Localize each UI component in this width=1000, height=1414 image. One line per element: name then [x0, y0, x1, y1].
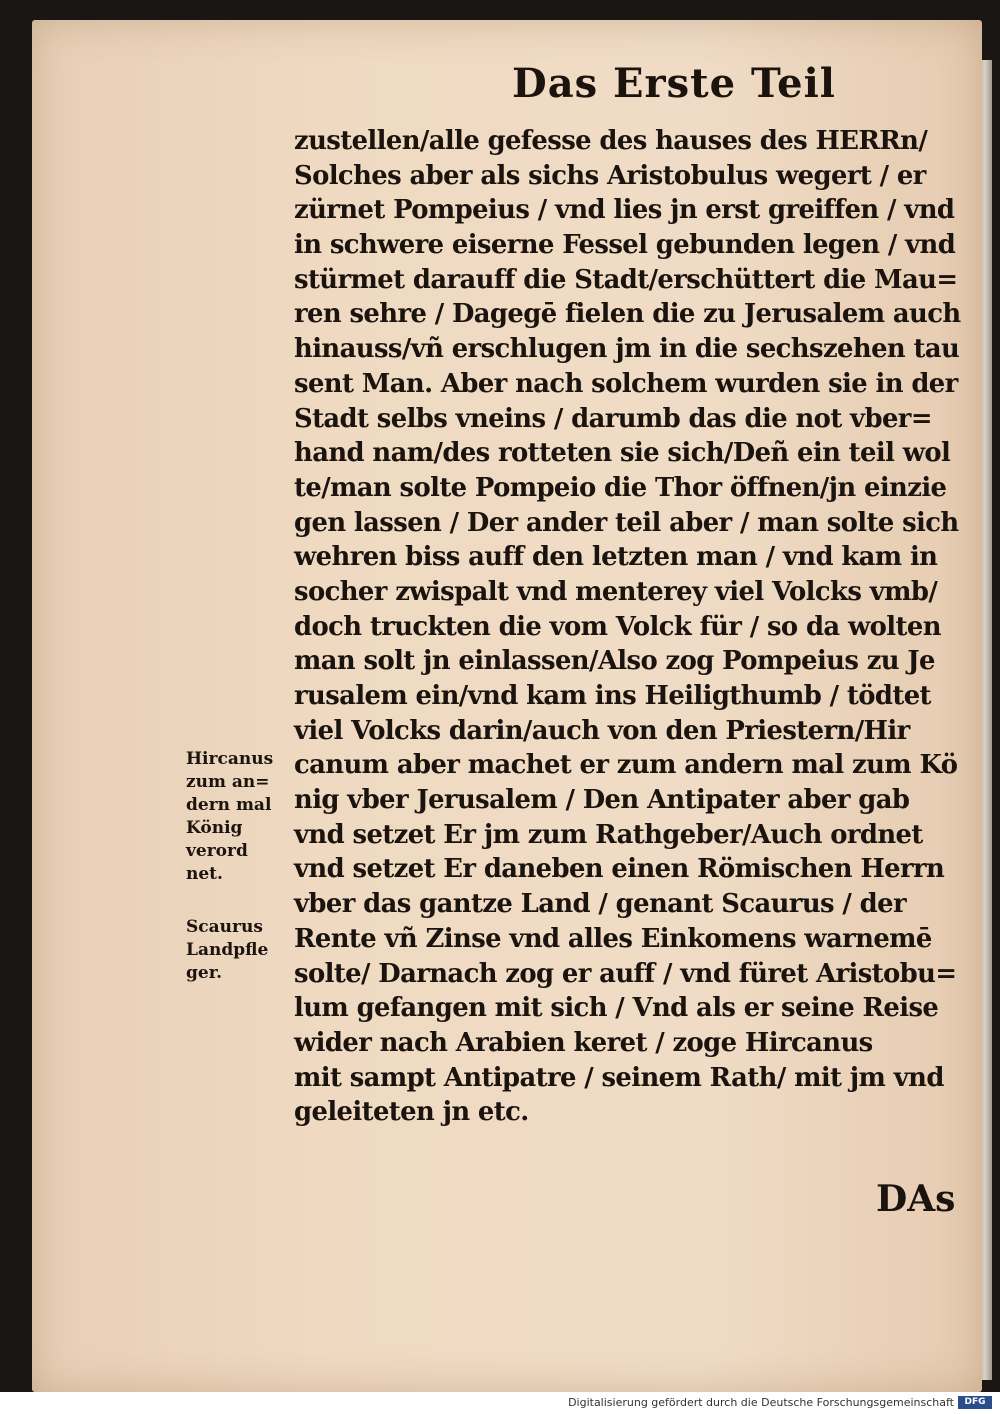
text-line: zürnet Pompeius / vnd lies jn erst greiffen / vnd — [294, 195, 955, 226]
text-line: geleiteten jn etc. — [294, 1097, 529, 1128]
catchword: DAs — [876, 1178, 956, 1220]
body-text — [294, 124, 974, 1130]
text-line: viel Volcks darin/auch von den Priestern/Hir — [294, 715, 910, 746]
text-line: vnd setzet Er jm zum Rathgeber/Auch ordnet — [294, 819, 923, 850]
margin-notes — [186, 748, 294, 999]
footer-credit: Digitalisierung gefördert durch die Deutsche Forschungsgemeinschaft — [568, 1396, 954, 1409]
text-line: Solches aber als sichs Aristobulus wegert / er — [294, 160, 926, 191]
text-line: lum gefangen mit sich / Vnd als er seine Reise — [294, 993, 939, 1024]
text-line: wider nach Arabien keret / zoge Hircanus — [294, 1027, 873, 1058]
text-line: ren sehre / Dagegē fielen die zu Jerusalem auch — [294, 299, 961, 330]
margin-note — [186, 748, 294, 886]
text-line: nig vber Jerusalem / Den Antipater aber gab — [294, 785, 910, 816]
margin-note — [186, 916, 294, 985]
margin-note-line: zum an= — [186, 772, 270, 792]
text-line: mit sampt Antipatre / seinem Rath/ mit jm vnd — [294, 1062, 944, 1093]
margin-note-line: dern mal — [186, 795, 272, 815]
margin-note-line: Landpfle — [186, 940, 269, 960]
margin-note-line: ger. — [186, 963, 223, 983]
text-line: te/man solte Pompeio die Thor öffnen/jn einzie — [294, 472, 947, 503]
text-line: Rente vñ Zinse vnd alles Einkomens warnemē — [294, 923, 932, 954]
text-line: vber das gantze Land / genant Scaurus / der — [294, 889, 906, 920]
text-line: stürmet darauff die Stadt/erschüttert die Mau= — [294, 264, 958, 295]
text-line: hand nam/des rotteten sie sich/Deñ ein teil wol — [294, 438, 951, 469]
text-line: in schwere eiserne Fessel gebunden legen / vnd — [294, 230, 956, 261]
text-line: rusalem ein/vnd kam ins Heiligthumb / tödtet — [294, 681, 931, 711]
text-line: canum aber machet er zum andern mal zum Kö — [294, 750, 958, 781]
margin-note-line: Scaurus — [186, 917, 263, 937]
margin-note-line: verord — [186, 841, 248, 861]
margin-note-line: Hircanus — [186, 749, 274, 769]
footer-bar — [0, 1392, 1000, 1414]
text-line: doch truckten die vom Volck für / so da wolten — [294, 611, 941, 642]
text-line: vnd setzet Er daneben einen Römischen Herrn — [294, 854, 945, 885]
text-line: wehren biss auff den letzten man / vnd kam in — [294, 542, 938, 573]
text-line: gen lassen / Der ander teil aber / man solte sich — [294, 507, 959, 538]
text-line: solte/ Darnach zog er auff / vnd füret Aristobu= — [294, 958, 957, 989]
text-line: sent Man. Aber nach solchem wurden sie in der — [294, 368, 958, 399]
text-line: zustellen/alle gefesse des hauses des HERRn/ — [294, 126, 928, 156]
text-line: man solt jn einlassen/Also zog Pompeius zu Je — [294, 646, 935, 677]
text-line: hinauss/vñ erschlugen jm in die sechszehen tau — [294, 334, 960, 365]
running-head: Das Erste Teil — [512, 60, 836, 107]
margin-note-line: König — [186, 818, 243, 838]
text-line: Stadt selbs vneins / darumb das die not vber= — [294, 403, 932, 434]
margin-note-line: net. — [186, 864, 223, 884]
text-line: socher zwispalt vnd menterey viel Volcks vmb/ — [294, 576, 938, 607]
dfg-logo[interactable]: DFG — [958, 1396, 992, 1409]
